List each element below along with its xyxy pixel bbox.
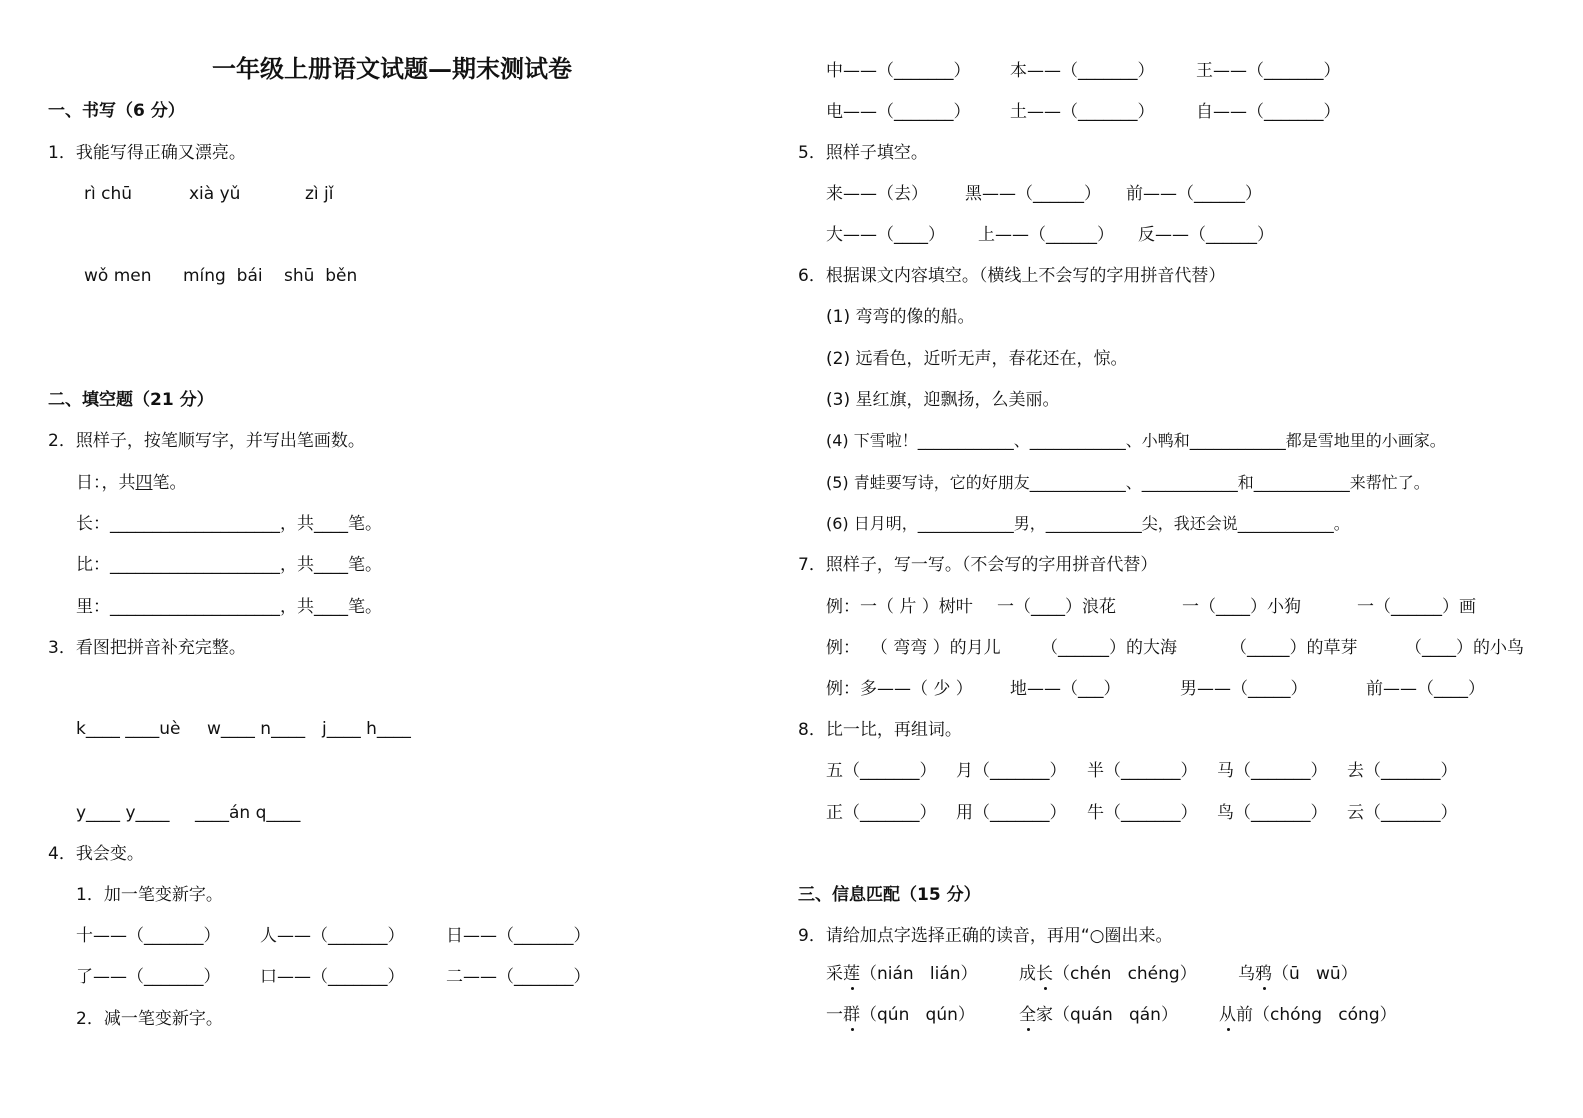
add-stroke-item: 日——（_______）	[446, 926, 591, 946]
adjective-item: （____）的小鸟	[1405, 638, 1524, 658]
remove-stroke-item: 王——（_______）	[1196, 61, 1341, 81]
antonym-item: 反——（______）	[1138, 225, 1274, 245]
question-4: 4．我会变。	[48, 844, 144, 864]
question-4-part-1: 1．加一笔变新字。	[76, 885, 223, 905]
remove-stroke-item: 本——（_______）	[1010, 61, 1155, 81]
example-tail: 笔。	[152, 473, 187, 493]
compare-item: 五（_______）	[826, 761, 937, 781]
question-9: 9．请给加点字选择正确的读音，再用“○圈出来。	[798, 926, 1173, 946]
dotted-char: 群	[843, 1005, 860, 1025]
reading-item	[1019, 1004, 1178, 1026]
reading-item	[1219, 1004, 1397, 1026]
fill-in-item: (2) 远看色，近听无声，春花还在，惊。	[826, 349, 1128, 369]
dotted-char: 从	[1219, 1005, 1236, 1025]
stroke-row: 长：____________________，共____笔。	[76, 514, 382, 534]
pinyin-3: zì jǐ	[305, 184, 334, 204]
adjective-item: （______）的大海	[1041, 638, 1177, 658]
fill-in-item: (3) 星红旗，迎飘扬，么美丽。	[826, 390, 1060, 410]
char: 一	[826, 1005, 843, 1025]
char: 乌	[1238, 964, 1255, 984]
measure-word-item: 一（____）浪花	[997, 597, 1116, 617]
antonym-item: 黑——（______）	[965, 184, 1101, 204]
example-item: 例：一（ 片 ）树叶	[826, 597, 973, 617]
dotted-char: 全	[1019, 1005, 1036, 1025]
reading-options: 前（chóng cóng）	[1236, 1005, 1397, 1025]
compare-item: 去（_______）	[1347, 761, 1458, 781]
remove-stroke-item: 自——（_______）	[1196, 102, 1341, 122]
pinyin-blank: k____ ____uè	[76, 719, 181, 739]
reading-options: （qún qún）	[860, 1005, 975, 1025]
pinyin-4: wǒ men	[84, 266, 152, 286]
compare-item: 牛（_______）	[1087, 803, 1198, 823]
add-stroke-item: 人——（_______）	[260, 926, 405, 946]
pinyin-6: shū běn	[284, 266, 358, 286]
add-stroke-item: 口——（_______）	[260, 967, 405, 987]
section-2-heading: 二、填空题（21 分）	[48, 390, 214, 410]
compare-item: 正（_______）	[826, 803, 937, 823]
question-6: 6．根据课文内容填空。（横线上不会写的字用拼音代替）	[798, 266, 1226, 286]
compare-item: 云（_______）	[1347, 803, 1458, 823]
dotted-char: 长	[1036, 964, 1053, 984]
antonym-item: 大——（____）	[826, 225, 945, 245]
char: 采	[826, 964, 843, 984]
question-8: 8．比一比，再组词。	[798, 720, 962, 740]
pinyin-1: rì chū	[84, 184, 133, 204]
reading-options: （nián lián）	[860, 964, 978, 984]
antonym-item: 前——（______）	[1126, 184, 1262, 204]
fill-in-item: (6) 日月明，____________男，____________尖，我还会说____________。	[826, 514, 1350, 533]
fill-in-item: (5) 青蛙要写诗，它的好朋友____________、____________和____________来帮忙了。	[826, 473, 1430, 492]
question-2-example	[76, 472, 187, 494]
remove-stroke-item: 电——（_______）	[826, 102, 971, 122]
char: 成	[1019, 964, 1036, 984]
dotted-char: 莲	[843, 964, 860, 984]
stroke-row: 里：____________________，共____笔。	[76, 597, 382, 617]
example-count: 四	[135, 473, 153, 493]
reading-options: 家（quán qán）	[1036, 1005, 1178, 1025]
antonym-item: 前——（____）	[1366, 679, 1485, 699]
antonym-item: 上——（______）	[978, 225, 1114, 245]
pinyin-blank: j____ h____	[322, 719, 411, 739]
adjective-item: （_____）的草芽	[1230, 638, 1358, 658]
measure-word-item: 一（______）画	[1357, 597, 1476, 617]
question-1: 1．我能写得正确又漂亮。	[48, 143, 246, 163]
section-3-heading: 三、信息匹配（15 分）	[798, 885, 981, 905]
example-item: 例： （ 弯弯 ）的月儿	[826, 638, 1001, 658]
question-4-part-2: 2．减一笔变新字。	[76, 1009, 223, 1029]
add-stroke-item: 了——（_______）	[76, 967, 221, 987]
reading-item	[1238, 963, 1358, 985]
antonym-item: 地——（___）	[1010, 679, 1121, 699]
compare-item: 鸟（_______）	[1217, 803, 1328, 823]
pinyin-blank: y____ y____	[76, 803, 170, 823]
reading-options: （chén chéng）	[1053, 964, 1197, 984]
fill-in-item: (1) 弯弯的像的船。	[826, 307, 975, 327]
antonym-item: 来——（去）	[826, 184, 928, 204]
pinyin-blank: w____ n____	[207, 719, 306, 739]
reading-item	[826, 1004, 975, 1026]
pinyin-2: xià yǔ	[189, 184, 241, 204]
example-text: 日：，共	[76, 473, 136, 493]
compare-item: 半（_______）	[1087, 761, 1198, 781]
reading-item	[826, 963, 978, 985]
stroke-row: 比：____________________，共____笔。	[76, 555, 382, 575]
question-7: 7．照样子，写一写。（不会写的字用拼音代替）	[798, 555, 1158, 575]
question-5: 5．照样子填空。	[798, 143, 928, 163]
example-item: 例：多——（ 少 ）	[826, 679, 973, 699]
question-2: 2．照样子，按笔顺写字，并写出笔画数。	[48, 431, 365, 451]
reading-item	[1019, 963, 1197, 985]
question-3: 3．看图把拼音补充完整。	[48, 638, 246, 658]
reading-options: （ū wū）	[1272, 964, 1358, 984]
remove-stroke-item: 土——（_______）	[1010, 102, 1155, 122]
antonym-item: 男——（_____）	[1180, 679, 1308, 699]
measure-word-item: 一（____）小狗	[1182, 597, 1301, 617]
section-1-heading: 一、书写（6 分）	[48, 101, 185, 121]
pinyin-5: míng bái	[183, 266, 263, 286]
pinyin-blank: ____án q____	[195, 803, 301, 823]
add-stroke-item: 二——（_______）	[446, 967, 591, 987]
remove-stroke-item: 中——（_______）	[826, 61, 971, 81]
dotted-char: 鸦	[1255, 964, 1272, 984]
compare-item: 用（_______）	[956, 803, 1067, 823]
fill-in-item: (4) 下雪啦！____________、____________、小鸭和____________都是雪地里的小画家。	[826, 431, 1446, 450]
compare-item: 马（_______）	[1217, 761, 1328, 781]
compare-item: 月（_______）	[956, 761, 1067, 781]
add-stroke-item: 十——（_______）	[76, 926, 221, 946]
page-title: 一年级上册语文试题—期末测试卷	[212, 54, 572, 83]
